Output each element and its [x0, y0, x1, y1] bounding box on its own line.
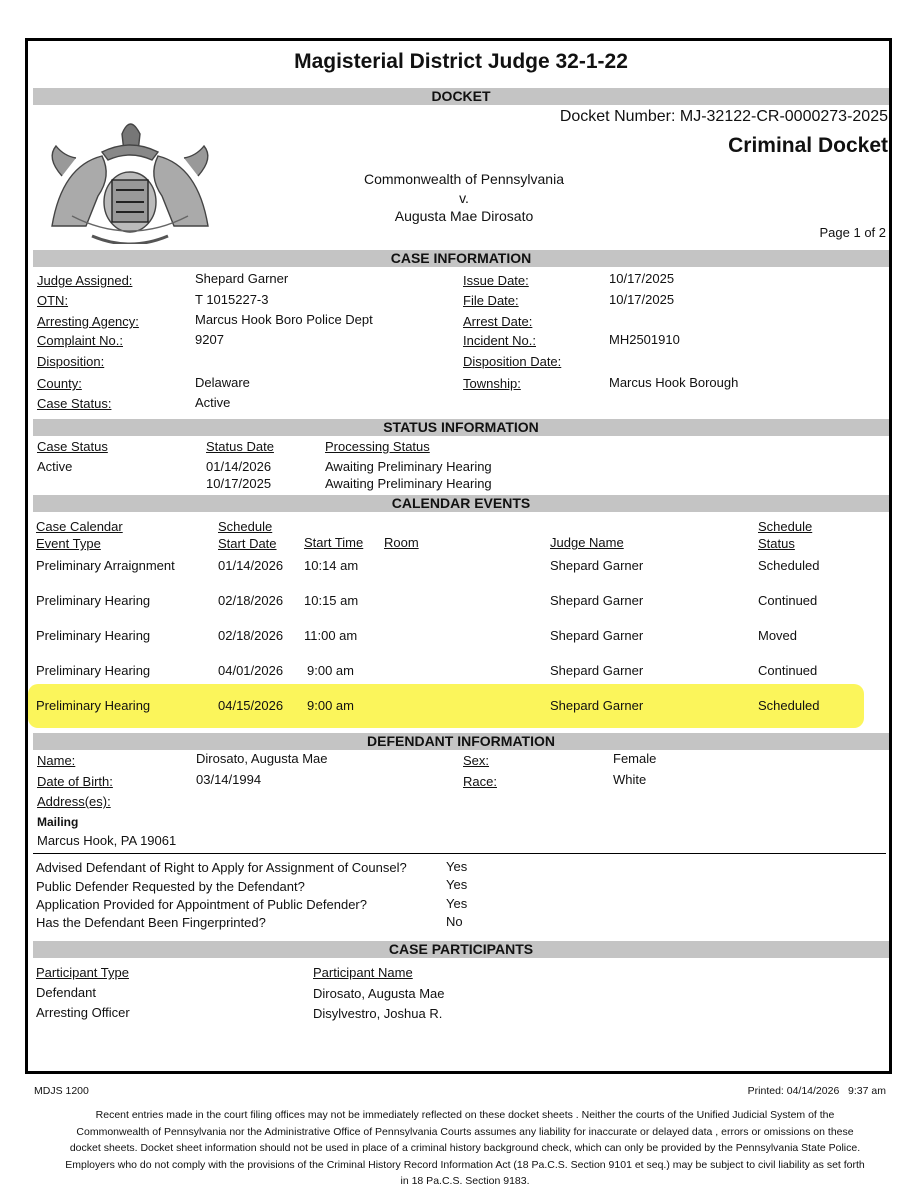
otn-label: OTN:	[37, 293, 69, 308]
agency-value: Marcus Hook Boro Police Dept	[195, 312, 373, 327]
highlighted-event-row	[28, 684, 864, 728]
mailing-address: Marcus Hook, PA 19061	[37, 833, 177, 848]
arrest-date-label: Arrest Date:	[463, 314, 533, 329]
issue-date-label: Issue Date:	[463, 273, 529, 288]
event-judge: Shepard Garner	[550, 628, 644, 643]
race-value: White	[613, 772, 647, 787]
participant-name: Dirosato, Augusta Mae	[313, 986, 445, 1001]
county-label: County:	[37, 376, 82, 391]
caption-defendant: Augusta Mae Dirosato	[394, 208, 534, 224]
defendant-name: Dirosato, Augusta Mae	[196, 751, 328, 766]
docket-type: Criminal Docket	[728, 134, 888, 157]
mailing-label: Mailing	[37, 815, 79, 829]
case-information-bar: CASE INFORMATION	[33, 250, 889, 267]
question-answer: Yes	[446, 877, 468, 892]
docket-number: Docket Number: MJ-32122-CR-0000273-2025	[559, 108, 888, 125]
page-title: Magisterial District Judge 32-1-22	[294, 50, 628, 73]
dob-value: 03/14/1994	[196, 772, 262, 787]
question-answer: Yes	[446, 859, 468, 874]
file-date-label: File Date:	[463, 293, 519, 308]
status-row-date: 10/17/2025	[206, 476, 272, 491]
issue-date-value: 10/17/2025	[609, 271, 675, 286]
status-col-case-status: Case Status	[37, 439, 108, 454]
sex-label: Sex:	[463, 753, 490, 768]
event-time: 9:00 am	[307, 663, 354, 678]
participant-col-type: Participant Type	[36, 965, 129, 980]
participant-col-name: Participant Name	[313, 965, 413, 980]
event-date: 04/15/2026	[218, 698, 284, 713]
page-number: Page 1 of 2	[819, 225, 886, 240]
case-participants-bar: CASE PARTICIPANTS	[33, 941, 889, 958]
status-col-date: Status Date	[206, 439, 274, 454]
case-status-value: Active	[195, 395, 231, 410]
event-type: Preliminary Hearing	[36, 593, 151, 608]
file-date-value: 10/17/2025	[609, 292, 675, 307]
status-col-processing: Processing Status	[325, 439, 430, 454]
cal-col-start-1: Schedule	[218, 519, 273, 534]
event-date: 02/18/2026	[218, 593, 284, 608]
question-text: Advised Defendant of Right to Apply for Assignment of Counsel?	[36, 860, 407, 875]
status-row-date: 01/14/2026	[206, 459, 272, 474]
question-text: Public Defender Requested by the Defendant?	[36, 879, 305, 894]
pennsylvania-seal-icon	[32, 106, 228, 244]
question-answer: No	[446, 914, 463, 929]
incident-label: Incident No.:	[463, 333, 536, 348]
form-number: MDJS 1200	[34, 1085, 89, 1097]
event-type: Preliminary Hearing	[36, 663, 151, 678]
question-answer: Yes	[446, 896, 468, 911]
judge-value: Shepard Garner	[195, 271, 289, 286]
cal-col-event-2: Event Type	[36, 536, 101, 551]
status-row-processing: Awaiting Preliminary Hearing	[325, 459, 492, 474]
event-judge: Shepard Garner	[550, 593, 644, 608]
incident-value: MH2501910	[609, 332, 680, 347]
event-status: Scheduled	[758, 698, 820, 713]
caption-versus: v.	[459, 190, 469, 206]
status-case-status: Active	[37, 459, 73, 474]
defendant-information-bar: DEFENDANT INFORMATION	[33, 733, 889, 750]
status-information-bar: STATUS INFORMATION	[33, 419, 889, 436]
event-time: 11:00 am	[304, 628, 358, 643]
case-status-label: Case Status:	[37, 396, 112, 411]
event-judge: Shepard Garner	[550, 663, 644, 678]
dob-label: Date of Birth:	[37, 774, 113, 789]
event-type: Preliminary Hearing	[36, 628, 151, 643]
disposition-date-label: Disposition Date:	[463, 354, 562, 369]
cal-col-status-1: Schedule	[758, 519, 813, 534]
participant-type: Defendant	[36, 985, 96, 1000]
question-text: Application Provided for Appointment of Public Defender?	[36, 897, 367, 912]
complaint-label: Complaint No.:	[37, 333, 123, 348]
question-text: Has the Defendant Been Fingerprinted?	[36, 915, 266, 930]
event-judge: Shepard Garner	[550, 558, 644, 573]
cal-col-time: Start Time	[304, 535, 364, 550]
township-label: Township:	[463, 376, 521, 391]
event-type: Preliminary Hearing	[36, 698, 151, 713]
status-row-processing: Awaiting Preliminary Hearing	[325, 476, 492, 491]
race-label: Race:	[463, 774, 497, 789]
complaint-value: 9207	[195, 332, 224, 347]
event-judge: Shepard Garner	[550, 698, 644, 713]
caption-commonwealth: Commonwealth of Pennsylvania	[364, 171, 564, 187]
cal-col-event-1: Case Calendar	[36, 519, 123, 534]
calendar-events-bar: CALENDAR EVENTS	[33, 495, 889, 512]
sex-value: Female	[613, 751, 657, 766]
event-type: Preliminary Arraignment	[36, 558, 175, 573]
county-value: Delaware	[195, 375, 250, 390]
event-time: 10:15 am	[304, 593, 359, 608]
event-status: Scheduled	[758, 558, 820, 573]
disclaimer-text: Recent entries made in the court filing offices may not be immediately reflected on these docket sheets . Neither the courts of the Unified Judicial System of the Commonwealth of Pennsylvania nor the Administrative Office of Pennsylvania Courts assumes any liability for inaccurate or delayed data , errors or omissions on these docket sheets. Docket sheet information should not be used in place of a criminal history background check, which can only be provided by the Pennsylvania State Police. Employers who do not comply with the provisions of the Criminal History Record Information Act (18 Pa.C.S. Section 9101 et seq.) may be subject to civil liability as set forth in 18 Pa.C.S. Section 9183.	[65, 1109, 865, 1187]
cal-col-start-2: Start Date	[218, 536, 277, 551]
otn-value: T 1015227-3	[195, 292, 269, 307]
event-status: Moved	[758, 628, 798, 643]
event-time: 10:14 am	[304, 558, 359, 573]
address-label: Address(es):	[37, 794, 111, 809]
participant-name: Disylvestro, Joshua R.	[313, 1006, 443, 1021]
cal-col-status-2: Status	[758, 536, 795, 551]
cal-col-judge: Judge Name	[550, 535, 624, 550]
printed-timestamp: Printed: 04/14/2026 9:37 am	[747, 1085, 886, 1097]
judge-label: Judge Assigned:	[37, 273, 133, 288]
event-date: 04/01/2026	[218, 663, 284, 678]
defendant-name-label: Name:	[37, 753, 76, 768]
disposition-label: Disposition:	[37, 354, 105, 369]
cal-col-room: Room	[384, 535, 419, 550]
divider	[33, 853, 886, 854]
agency-label: Arresting Agency:	[37, 314, 139, 329]
event-time: 9:00 am	[307, 698, 354, 713]
event-status: Continued	[758, 663, 818, 678]
event-date: 02/18/2026	[218, 628, 284, 643]
township-value: Marcus Hook Borough	[609, 375, 739, 390]
event-status: Continued	[758, 593, 818, 608]
event-date: 01/14/2026	[218, 558, 284, 573]
docket-bar: DOCKET	[33, 88, 889, 105]
participant-type: Arresting Officer	[36, 1005, 130, 1020]
